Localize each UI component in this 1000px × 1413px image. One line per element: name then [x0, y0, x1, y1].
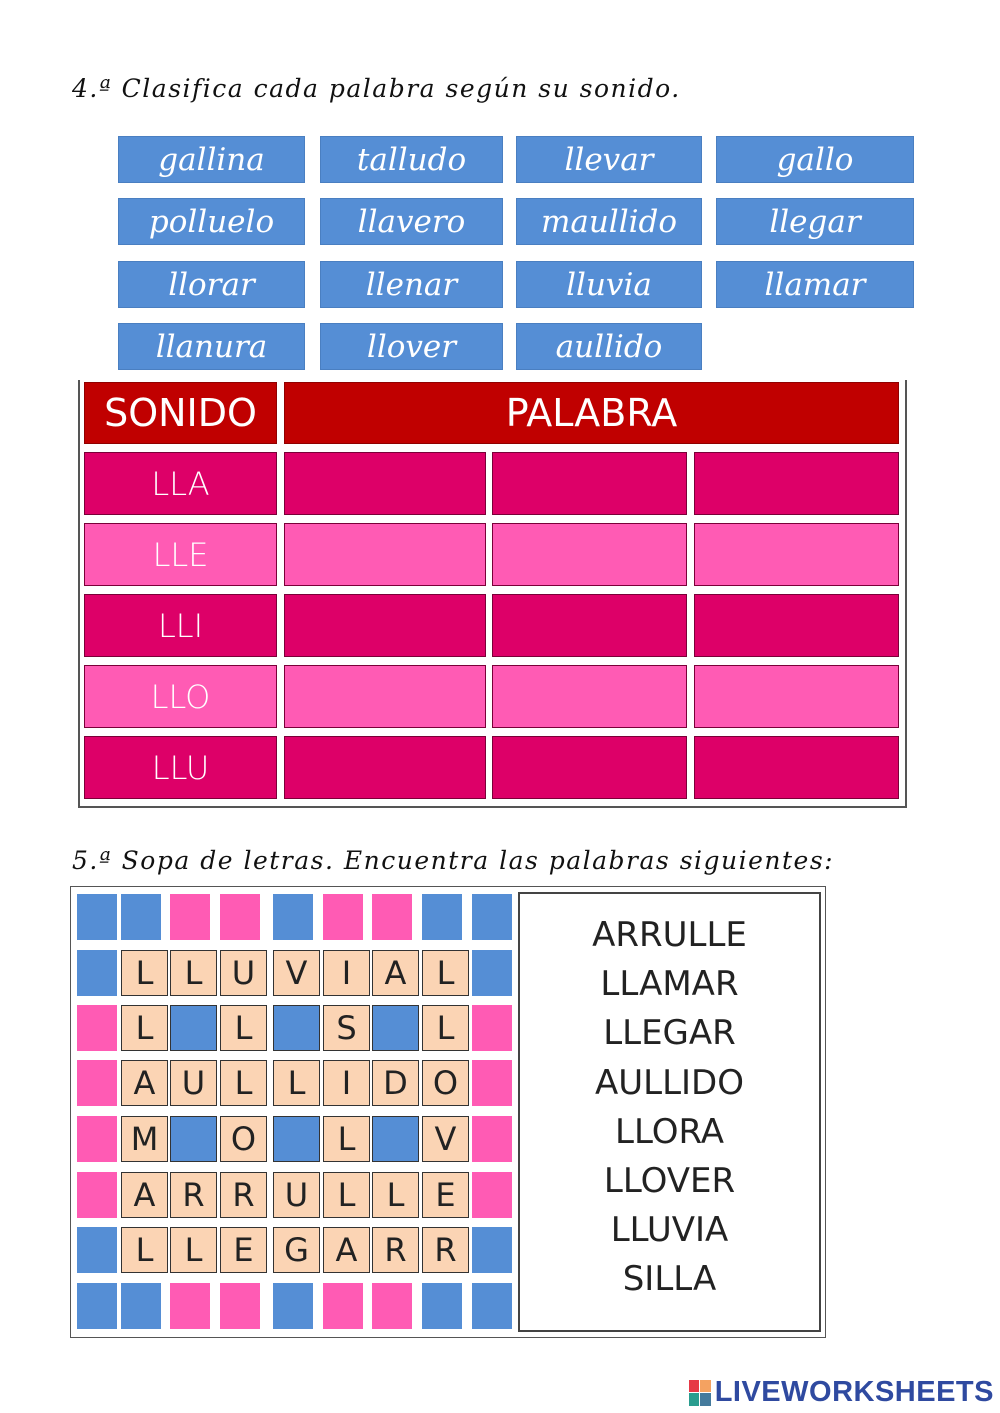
answer-drop-cell[interactable] [694, 523, 899, 586]
sound-label: LLO [84, 665, 277, 728]
letter-cell[interactable]: U [273, 1172, 320, 1218]
blocked-cell [170, 1116, 217, 1162]
blocked-cell [273, 1005, 320, 1051]
letter-cell[interactable]: L [372, 1172, 419, 1218]
word-card[interactable]: llorar [118, 261, 305, 308]
letter-cell[interactable]: L [121, 950, 168, 996]
word-card[interactable]: llamar [716, 261, 914, 308]
blocked-cell [372, 1116, 419, 1162]
word-list-item: LLOVER [603, 1161, 736, 1201]
border-tile [77, 1227, 117, 1273]
word-card[interactable]: llavero [320, 198, 503, 245]
answer-drop-cell[interactable] [492, 665, 687, 728]
answer-drop-cell[interactable] [492, 594, 687, 657]
letter-cell[interactable]: R [422, 1227, 469, 1273]
word-card[interactable]: aullido [516, 323, 702, 370]
letter-cell[interactable]: L [170, 1227, 217, 1273]
word-card[interactable]: talludo [320, 136, 503, 183]
letter-cell[interactable]: A [323, 1227, 370, 1273]
word-card[interactable]: llanura [118, 323, 305, 370]
exercise-5-title: 5.ª Sopa de letras. Encuentra las palabras siguientes: [72, 846, 835, 875]
blocked-cell [170, 1005, 217, 1051]
border-tile [77, 1005, 117, 1051]
letter-cell[interactable]: R [220, 1172, 267, 1218]
word-card[interactable]: llenar [320, 261, 503, 308]
letter-cell[interactable]: L [323, 1116, 370, 1162]
letter-cell[interactable]: A [121, 1172, 168, 1218]
word-card[interactable]: gallo [716, 136, 914, 183]
answer-drop-cell[interactable] [694, 736, 899, 799]
word-list-item: LLAMAR [600, 964, 739, 1005]
letter-cell[interactable]: A [372, 950, 419, 996]
border-tile [323, 1283, 363, 1329]
blocked-cell [372, 1005, 419, 1051]
word-card[interactable]: lluvia [516, 261, 702, 308]
letter-cell[interactable]: E [422, 1172, 469, 1218]
letter-cell[interactable]: E [220, 1227, 267, 1273]
border-tile [77, 950, 117, 996]
letter-cell[interactable]: O [422, 1060, 469, 1106]
word-list-item: SILLA [622, 1259, 717, 1300]
letter-cell[interactable]: L [422, 950, 469, 996]
letter-cell[interactable]: V [422, 1116, 469, 1162]
border-tile [472, 1005, 512, 1051]
sound-header: SONIDO [84, 382, 277, 444]
word-header: PALABRA [284, 382, 899, 444]
border-tile [472, 1172, 512, 1218]
letter-cell[interactable]: I [323, 1060, 370, 1106]
border-tile [472, 1060, 512, 1106]
border-tile [77, 894, 117, 940]
border-tile [472, 1227, 512, 1273]
answer-drop-cell[interactable] [694, 665, 899, 728]
answer-drop-cell[interactable] [284, 736, 486, 799]
word-card[interactable]: maullido [516, 198, 702, 245]
word-card[interactable]: polluelo [118, 198, 305, 245]
border-tile [372, 1283, 412, 1329]
letter-cell[interactable]: G [273, 1227, 320, 1273]
word-card[interactable]: gallina [118, 136, 305, 183]
word-card[interactable]: llevar [516, 136, 702, 183]
border-tile [422, 894, 462, 940]
answer-drop-cell[interactable] [284, 523, 486, 586]
letter-cell[interactable]: R [170, 1172, 217, 1218]
letter-cell[interactable]: L [220, 1060, 267, 1106]
word-list-item: LLORA [615, 1111, 724, 1152]
border-tile [220, 894, 260, 940]
border-tile [220, 1283, 260, 1329]
answer-drop-cell[interactable] [492, 523, 687, 586]
word-list-item: LLUVIA [610, 1210, 729, 1251]
word-list-item: AULLIDO [595, 1062, 744, 1103]
answer-drop-cell[interactable] [694, 594, 899, 657]
border-tile [77, 1060, 117, 1106]
letter-cell[interactable]: L [273, 1060, 320, 1106]
letter-cell[interactable]: L [170, 950, 217, 996]
letter-cell[interactable]: A [121, 1060, 168, 1106]
border-tile [273, 1283, 313, 1329]
letter-cell[interactable]: O [220, 1116, 267, 1162]
word-card[interactable]: llover [320, 323, 503, 370]
letter-cell[interactable]: L [323, 1172, 370, 1218]
letter-cell[interactable]: D [372, 1060, 419, 1106]
border-tile [472, 894, 512, 940]
sound-label: LLE [84, 523, 277, 586]
letter-cell[interactable]: L [220, 1005, 267, 1051]
letter-cell[interactable]: U [220, 950, 267, 996]
answer-drop-cell[interactable] [492, 736, 687, 799]
border-tile [472, 950, 512, 996]
blocked-cell [273, 1116, 320, 1162]
border-tile [170, 1283, 210, 1329]
border-tile [77, 1172, 117, 1218]
answer-drop-cell[interactable] [284, 594, 486, 657]
letter-cell[interactable]: L [422, 1005, 469, 1051]
letter-cell[interactable]: V [273, 950, 320, 996]
answer-drop-cell[interactable] [492, 452, 687, 515]
liveworksheets-logo-icon [689, 1380, 711, 1406]
border-tile [121, 1283, 161, 1329]
word-list-item: ARRULLE [592, 915, 747, 955]
brand-name: LIVEWORKSHEETS [714, 1376, 994, 1408]
letter-cell[interactable]: L [121, 1005, 168, 1051]
border-tile [372, 894, 412, 940]
word-list-item: LLEGAR [603, 1013, 736, 1054]
border-tile [273, 894, 313, 940]
border-tile [77, 1283, 117, 1329]
border-tile [323, 894, 363, 940]
border-tile [472, 1283, 512, 1329]
border-tile [472, 1116, 512, 1162]
letter-cell[interactable]: I [323, 950, 370, 996]
border-tile [77, 1116, 117, 1162]
sound-label: LLI [84, 594, 277, 657]
letter-cell[interactable]: M [121, 1116, 168, 1162]
letter-cell[interactable]: R [372, 1227, 419, 1273]
letter-cell[interactable]: S [323, 1005, 370, 1051]
answer-drop-cell[interactable] [284, 665, 486, 728]
letter-cell[interactable]: L [121, 1227, 168, 1273]
answer-drop-cell[interactable] [284, 452, 486, 515]
letter-cell[interactable]: U [170, 1060, 217, 1106]
sound-label: LLA [84, 452, 277, 515]
exercise-4-title: 4.ª Clasifica cada palabra según su sonido. [72, 74, 681, 103]
word-card[interactable]: llegar [716, 198, 914, 245]
sound-label: LLU [84, 736, 277, 799]
border-tile [422, 1283, 462, 1329]
border-tile [121, 894, 161, 940]
liveworksheets-brand [689, 1376, 994, 1409]
border-tile [170, 894, 210, 940]
answer-drop-cell[interactable] [694, 452, 899, 515]
